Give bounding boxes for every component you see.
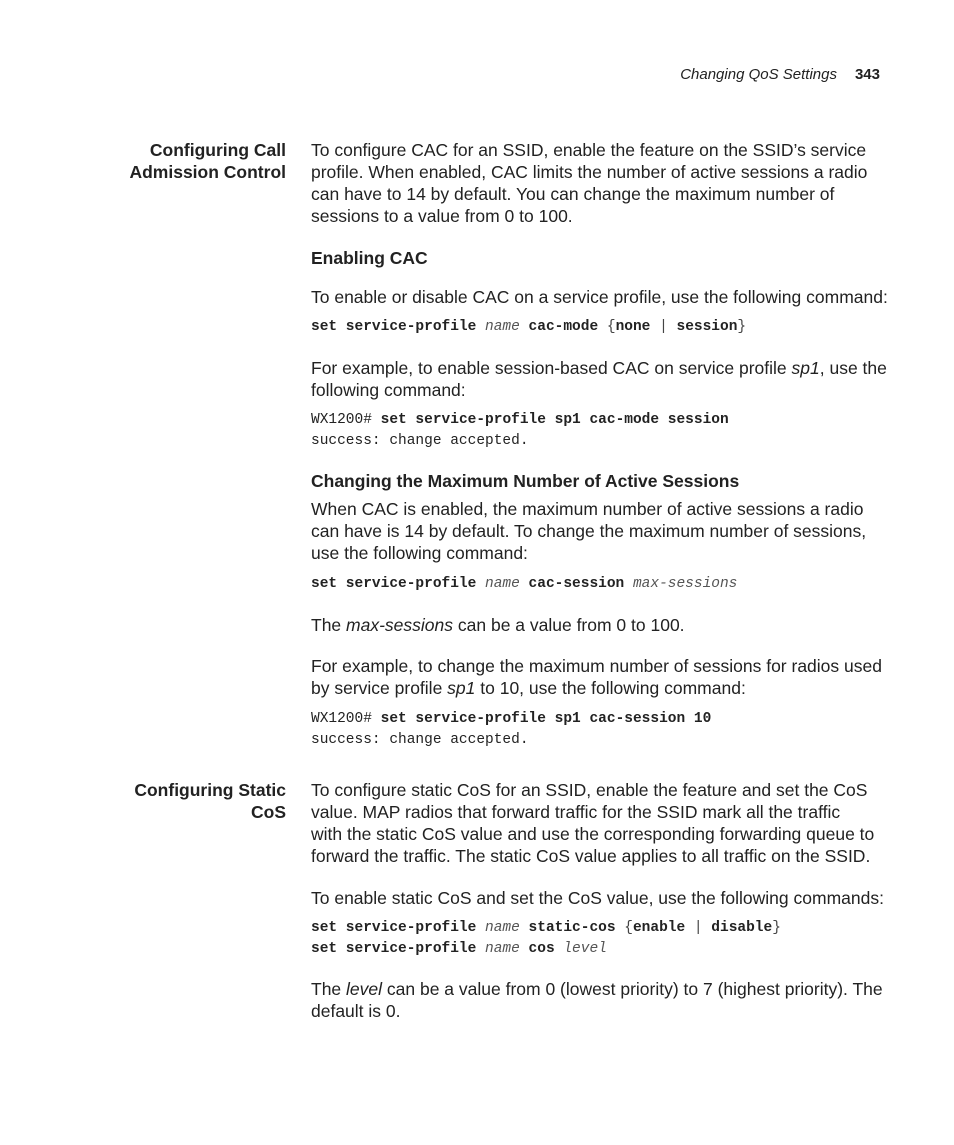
code-keyword: static-cos — [528, 920, 616, 936]
paragraph-line: forward the traffic. The static CoS value applies to all traffic on the SSID. — [311, 846, 871, 866]
max-sessions-range-text — [311, 614, 911, 636]
paragraph-line: To configure static CoS for an SSID, enable the feature and set the CoS — [311, 780, 868, 800]
enabling-cac-text: To enable or disable CAC on a service profile, use the following command: — [311, 287, 888, 307]
static-cos-syntax — [311, 918, 781, 959]
code-option: enable — [632, 920, 686, 936]
text-run: by service profile — [311, 678, 448, 698]
text-run: For example, to enable session-based CAC on service profile — [311, 358, 792, 378]
code-variable: name — [485, 576, 520, 592]
code-output: success: change accepted. — [311, 432, 529, 449]
static-cos-intro-paragraph — [311, 779, 911, 867]
code-variable: level — [563, 940, 607, 957]
code-variable: name — [485, 920, 520, 936]
paragraph-line: profile. When enabled, CAC limits the number of active sessions a radio — [311, 162, 868, 182]
heading-line: Configuring Static — [134, 780, 286, 800]
paragraph-line: following command: — [311, 380, 466, 400]
code-command: set service-profile — [311, 319, 477, 335]
code-brace: } — [737, 319, 747, 335]
code-variable: name — [485, 319, 520, 335]
italic-term: level — [346, 979, 383, 999]
code-command: set service-profile — [311, 576, 477, 592]
paragraph-line: When CAC is enabled, the maximum number of active sessions a radio — [311, 499, 864, 519]
paragraph-line — [311, 677, 911, 699]
code-variable: max-sessions — [632, 576, 738, 592]
code-command: set service-profile sp1 cac-session 10 — [380, 711, 712, 727]
subheading-enabling-cac: Enabling CAC — [311, 248, 428, 268]
text-run: can be a value from 0 (lowest priority) to 7 (highest priority). The — [382, 979, 883, 999]
cac-intro-paragraph — [311, 139, 911, 227]
paragraph-line — [311, 978, 911, 1000]
section-heading-static-cos — [134, 779, 286, 823]
paragraph-line: with the static CoS value and use the corresponding forwarding queue to — [311, 824, 875, 844]
text-run: to 10, use the following command: — [475, 678, 746, 698]
paragraph-line: use the following command: — [311, 543, 528, 563]
paragraph-line: value. MAP radios that forward traffic for the SSID mark all the traffic — [311, 802, 841, 822]
heading-line: Configuring Call — [149, 140, 286, 160]
text-run: The — [311, 615, 347, 635]
italic-term: max-sessions — [346, 615, 454, 635]
code-prompt: WX1200# — [311, 711, 372, 727]
code-variable: name — [485, 940, 520, 957]
cac-session-syntax — [311, 574, 737, 595]
code-keyword: cac-mode — [528, 319, 599, 335]
running-title: Changing QoS Settings — [680, 66, 837, 83]
code-brace: { — [624, 920, 633, 936]
italic-term: sp1 — [791, 358, 820, 378]
paragraph-line: To configure CAC for an SSID, enable the feature on the SSID’s service — [311, 140, 867, 160]
code-output: success: change accepted. — [311, 731, 529, 748]
paragraph-line: default is 0. — [311, 1001, 401, 1021]
code-brace: { — [606, 319, 616, 335]
subheading-max-sessions: Changing the Maximum Number of Active Sessions — [311, 471, 740, 491]
paragraph-line: sessions to a value from 0 to 100. — [311, 206, 573, 226]
code-brace: } — [772, 920, 781, 936]
code-keyword: cos — [528, 940, 555, 957]
paragraph-line — [311, 357, 911, 379]
code-line — [311, 410, 729, 431]
code-line — [311, 939, 781, 960]
max-sessions-example-text — [311, 655, 911, 699]
cac-mode-syntax — [311, 317, 746, 338]
paragraph-line: For example, to change the maximum number of sessions for radios used — [311, 656, 882, 676]
running-header — [680, 66, 880, 83]
paragraph-line: can have to 14 by default. You can change the maximum number of — [311, 184, 835, 204]
heading-line: CoS — [251, 802, 286, 822]
code-option: disable — [711, 920, 773, 936]
section-heading-cac — [129, 139, 286, 183]
code-option: none — [615, 319, 651, 335]
code-command: set service-profile — [311, 940, 477, 957]
code-prompt: WX1200# — [311, 412, 372, 428]
cac-session-example-code — [311, 709, 711, 750]
code-line — [311, 918, 781, 939]
cac-mode-example-code — [311, 410, 729, 451]
italic-term: sp1 — [447, 678, 476, 698]
enabling-cac-example-text — [311, 357, 911, 401]
level-range-text — [311, 978, 911, 1022]
static-cos-enable-text: To enable static CoS and set the CoS value, use the following commands: — [311, 888, 884, 908]
max-sessions-text — [311, 498, 911, 564]
code-keyword: cac-session — [528, 576, 625, 592]
text-run: , use the — [819, 358, 887, 378]
page-number: 343 — [854, 66, 880, 83]
paragraph-line: can have is 14 by default. To change the maximum number of sessions, — [311, 521, 867, 541]
text-run: The — [311, 979, 347, 999]
code-separator: | — [659, 319, 668, 335]
code-command: set service-profile sp1 cac-mode session — [380, 412, 729, 428]
code-separator: | — [693, 920, 703, 936]
code-command: set service-profile — [311, 920, 477, 936]
heading-line: Admission Control — [129, 162, 286, 182]
code-option: session — [676, 319, 738, 335]
code-line — [311, 709, 711, 730]
text-run: can be a value from 0 to 100. — [453, 615, 685, 635]
